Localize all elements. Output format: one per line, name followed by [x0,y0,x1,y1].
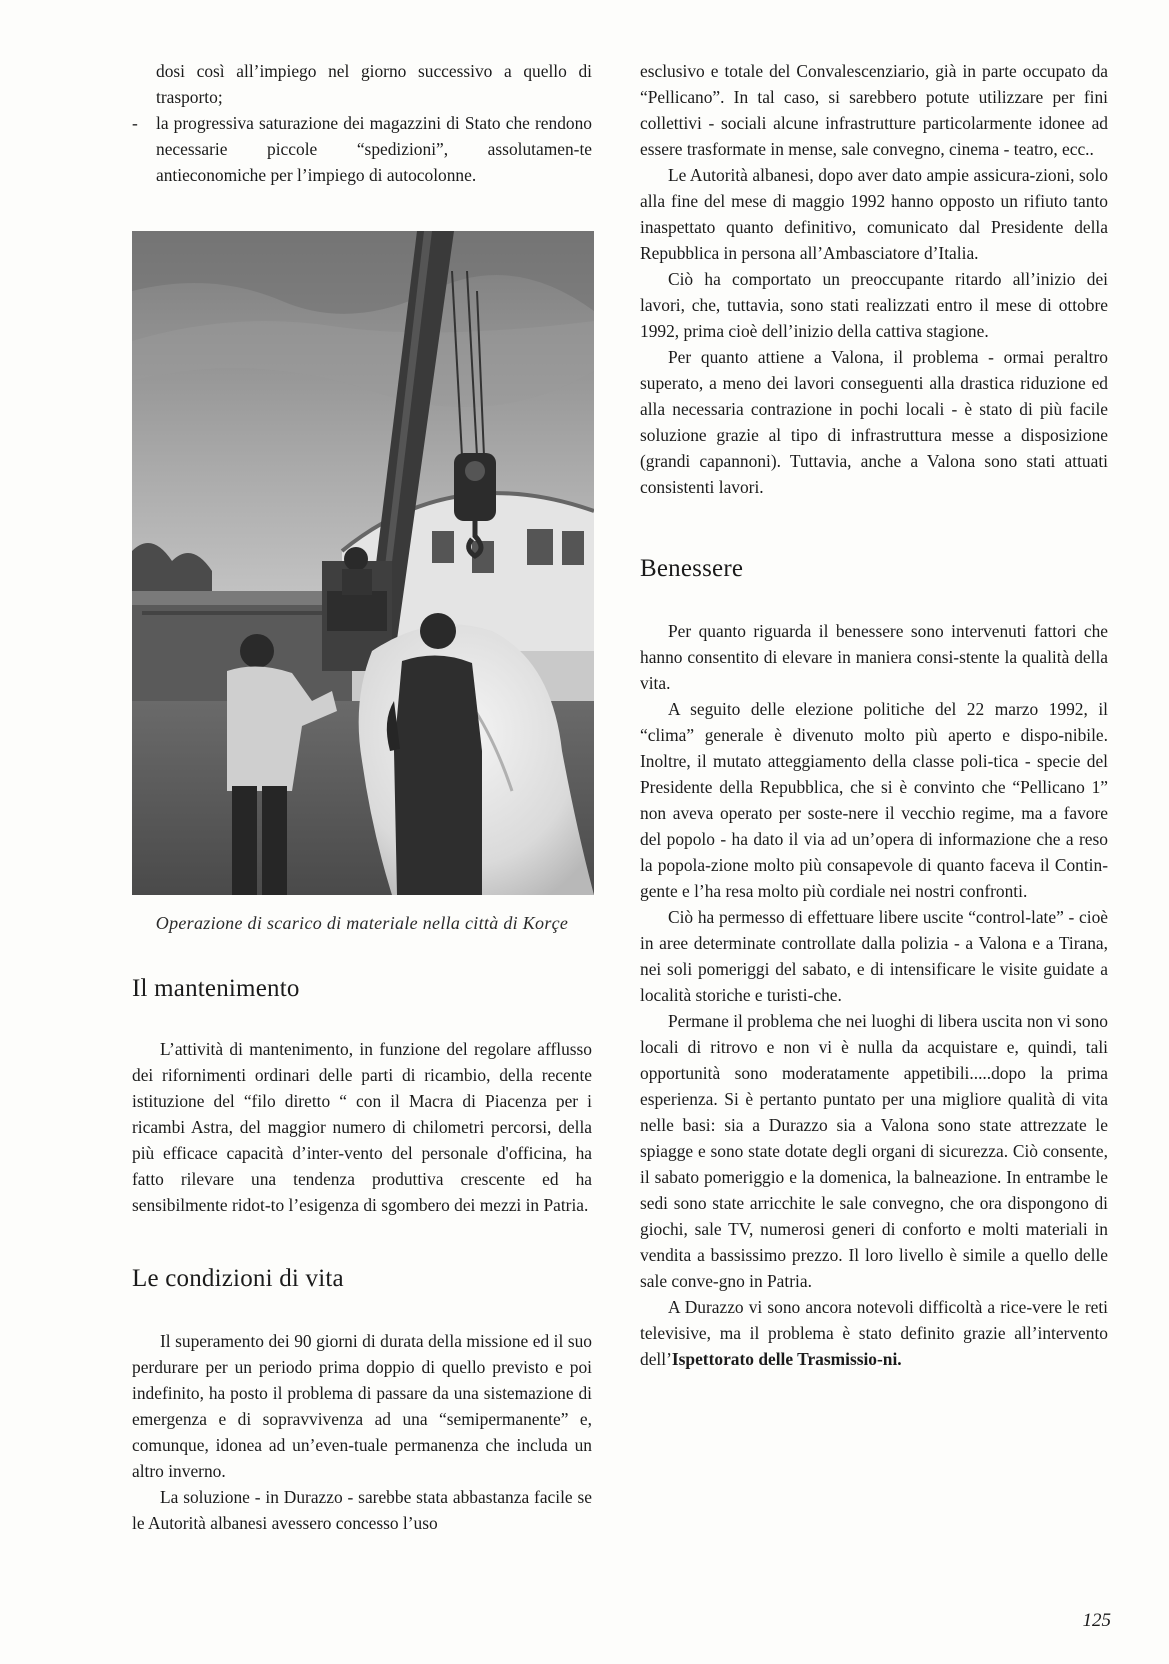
photo-caption: Operazione di scarico di materiale nella città di Korçe [155,913,569,933]
paragraph-benessere-2: A seguito delle elezione politiche del 22 marzo 1992, il “clima” generale è divenuto molto più aperto e dispo-nibile. Inoltre, il mutato atteggiamento della classe poli-tica - specie del Presidente della Repubblica, che si è convinto che “Pellicano 1” non aveva operato per soste-nere il vecchio regime, ma a favore del popolo - ha dato il via ad un’opera di informazione che a reso la popola-zione molto più consapevole di quanto faceva il Contin-gente e l’ha resa molto più cordiale nei nostri confronti. [640,699,1108,901]
right-column [640,58,1108,1372]
page-number: 125 [1082,1610,1111,1631]
paragraph-valona: Per quanto attiene a Valona, il problema - ormai peraltro superato, a meno dei lavori conseguenti alla drastica riduzione ed alla necessaria contrazione in pochi locali - è stato di più facile soluzione grazie al tipo di infrastruttura messe a disposizione (grandi capannoni). Tuttavia, anche a Valona sono stati attuati consistenti lavori. [640,347,1108,497]
bullet-marker: - [132,113,138,133]
bullet-text: la progressiva saturazione dei magazzini di Stato che rendono necessarie piccole “spedizioni”, assolutamen-te antieconomiche per l’impiego di autocolonne. [156,113,592,185]
paragraph-autorita-albanesi: Le Autorità albanesi, dopo aver dato ampie assicura-zioni, solo alla fine del mese di maggio 1992 hanno opposto un rifiuto tanto inaspettato quanto definitivo, comunicato dal Presidente della Repubblica in persona all’Ambasciatore d’Italia. [640,165,1108,263]
paragraph-benessere-4: Permane il problema che nei luoghi di libera uscita non vi sono locali di ritrovo e non vi è nulla da acquistare e, quindi, tali opportunità sono moderatamente appetibili.....dopo la prima esperienza. Si è pertanto puntato per una migliore qualità di vita nelle basi: sia a Durazzo sia a Valona sono state attrezzate le spiagge e sono state dotate degli organi di sicurezza. Ciò consente, il sabato pomeriggio e la domenica, la balneazione. In entrambe le sedi sono state arricchite le sale convegno, che ora dispongono di giochi, sale TV, numerosi generi di conforto e molti materiali in vendita a bassissimo prezzo. Il loro livello è simile a quello delle sale conve-gno in Patria. [640,1011,1108,1291]
paragraph-benessere-5-text: A Durazzo vi sono ancora notevoli difficoltà a rice-vere le reti televisive, ma il problema è stato definito grazie all’intervento dell’ [640,1297,1108,1369]
photo-crane-unloading [132,231,594,895]
paragraph-condizioni-2: La soluzione - in Durazzo - sarebbe stata abbastanza facile se le Autorità albanesi avessero concesso l’uso [132,1487,592,1533]
intro-continuation: dosi così all’impiego nel giorno successivo a quello di trasporto; [156,61,592,107]
bullet-item [132,110,592,188]
left-column [132,58,592,1536]
paragraph-mantenimento: L’attività di mantenimento, in funzione del regolare afflusso dei rifornimenti ordinari delle parti di ricambio, della recente istituzione del “filo diretto “ con il Macra di Piacenza per i ricambi Astra, del maggior numero di chilometri percorsi, della più efficace capacità d’inter-vento del personale d'officina, ha fatto rilevare una tendenza produttiva crescente ed ha sensibilmente ridot-to l’esigenza di sgombero dei mezzi in Patria. [132,1039,592,1215]
photo-illustration [132,231,594,895]
paragraph-convalescenziario: esclusivo e totale del Convalescenziario, già in parte occupato da “Pellicano”. In tal caso, si sarebbero potute utilizzare per fini collettivi - sociali alcune infrastrutture particolarmente idonee ad essere trasformate in mense, sale convegno, cinema - teatro, ecc.. [640,61,1108,159]
section-title-mantenimento: Il mantenimento [132,975,300,1002]
paragraph-ritardo: Ciò ha comportato un preoccupante ritardo all’inizio dei lavori, che, tuttavia, sono stati realizzati entro il mese di ottobre 1992, prima cioè dell’inizio della cattiva stagione. [640,269,1108,341]
ispettorato-emphasis: Ispettorato delle Trasmissio-ni. [671,1349,902,1369]
section-title-condizioni: Le condizioni di vita [132,1265,344,1292]
paragraph-benessere-5 [640,1294,1108,1372]
paragraph-condizioni-1: Il superamento dei 90 giorni di durata della missione ed il suo perdurare per un periodo prima doppio di quello previsto e poi indefinito, ha posto il problema di passare da una sistemazione di emergenza e di sopravvivenza ad una “semipermanente” e, comunque, idonea ad un’even-tuale permanenza che includa un altro inverno. [132,1331,592,1481]
paragraph-benessere-1: Per quanto riguarda il benessere sono intervenuti fattori che hanno consentito di elevare in maniera consi-stente la qualità della vita. [640,621,1108,693]
paragraph-benessere-3: Ciò ha permesso di effettuare libere uscite “control-late” - cioè in aree determinate controllate dalla polizia - a Valona e a Tirana, nei soli pomeriggi del sabato, e di intensificare le visite guidate a località storiche e turisti-che. [640,907,1108,1005]
section-title-benessere: Benessere [640,555,744,582]
